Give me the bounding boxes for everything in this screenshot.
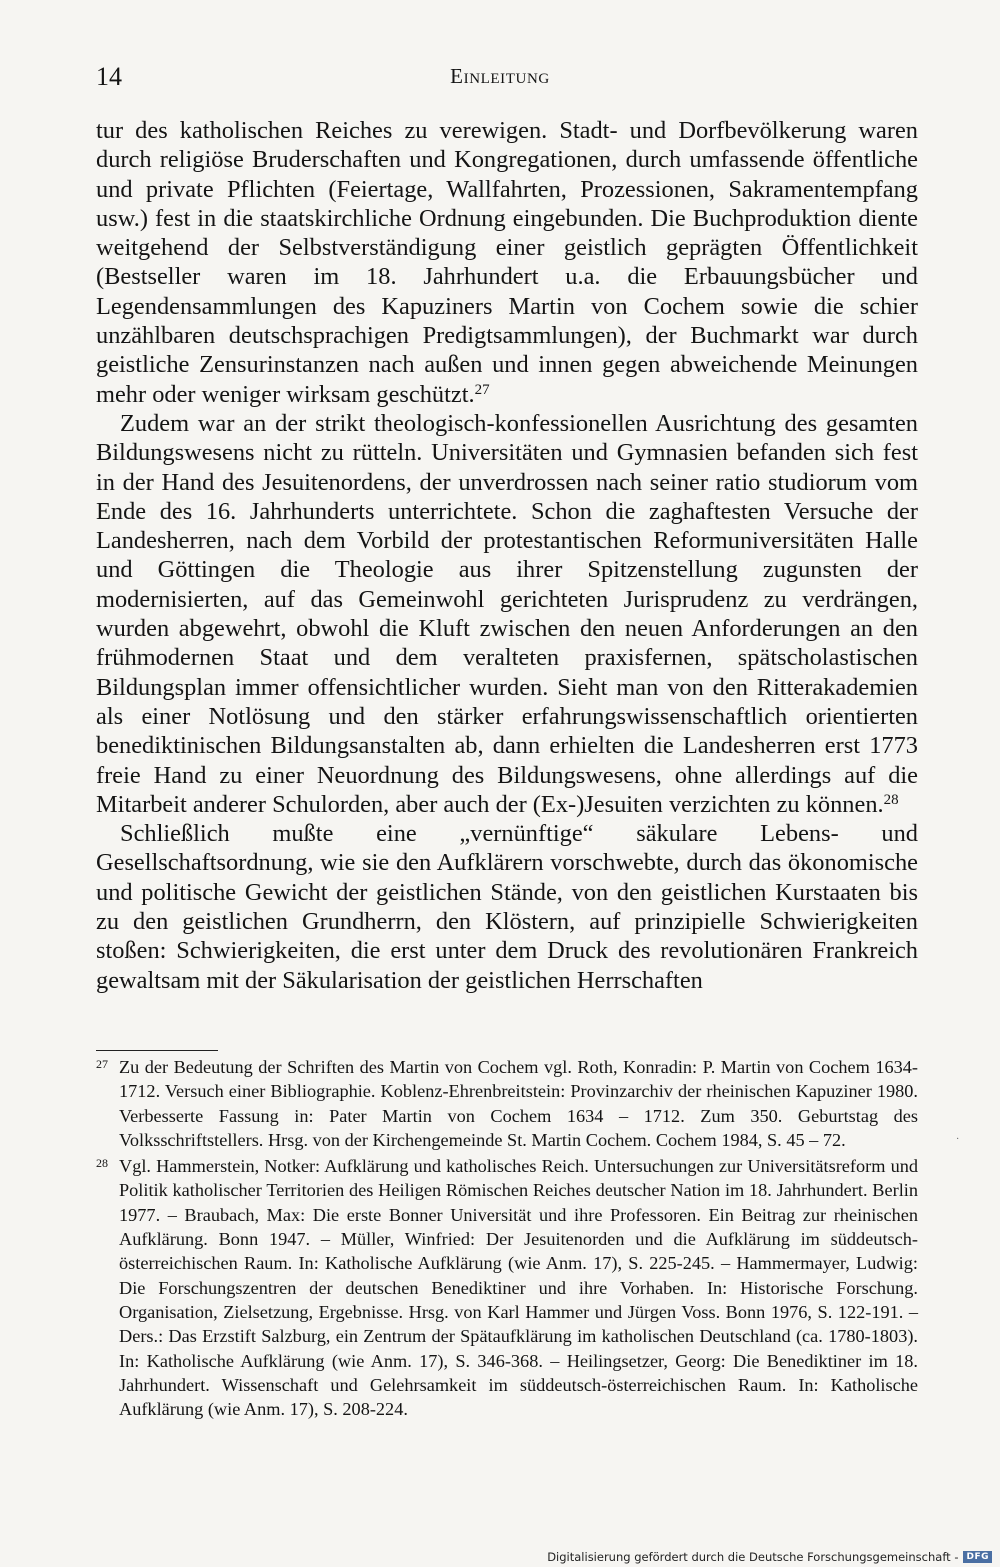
credit-text: Digitalisierung gefördert durch die Deutsche Forschungsgemeinschaft - — [547, 1550, 959, 1564]
footnote — [96, 1154, 918, 1421]
footnote — [96, 1055, 918, 1152]
footnote-text: Zu der Bedeutung der Schriften des Martin von Cochem vgl. Roth, Konradin: P. Martin von Cochem 1634-1712. Versuch einer Bibliographie. Koblenz-Ehrenbreitstein: Provinzarchiv der rheinischen Kapuziner 1980. Verbesserte Fassung in: Pater Martin von Cochem 1634 – 1712. Zum 350. Geburtstag des Volksschriftstellers. Hrsg. von der Kirchengemeinde St. Martin Cochem. Cochem 1984, S. 45 – 72. — [119, 1057, 918, 1150]
dfg-logo: DFG — [963, 1551, 992, 1563]
footnote-number: 27 — [96, 1057, 108, 1071]
paragraph — [96, 116, 918, 409]
footnote-text: Vgl. Hammerstein, Notker: Aufklärung und katholisches Reich. Untersuchungen zur Universitätsreform und Politik katholischer Territorien des Heiligen Römischen Reiches deutscher Nation im 18. Jahrhundert. Berlin 1977. – Braubach, Max: Die erste Bonner Universität und ihre Professoren. Ein Beitrag zur rheinischen Aufklärung. Bonn 1947. – Müller, Winfried: Der Jesuitenorden und die Aufklärung im süddeutsch-österreichischen Raum. In: Katholische Aufklärung (wie Anm. 17), S. 225-245. – Hammermayer, Ludwig: Die Forschungszentren der deutschen Benediktiner und ihre Vorhaben. In: Historische Forschung. Organisation, Zielsetzung, Ergebnisse. Hrsg. von Karl Hammer und Jürgen Voss. Bonn 1976, S. 122-191. – Ders.: Das Erzstift Salzburg, ein Zentrum der Spätaufklärung im katholischen Deutschland (ca. 1780-1803). In: Katholische Aufklärung (wie Anm. 17), S. 346-368. – Heilingsetzer, Georg: Die Benediktiner im 18. Jahrhundert. Wissenschaft und Gelehrsamkeit im süddeutsch-österreichischen Raum. In: Katholische Aufklärung (wie Anm. 17), S. 208-224. — [119, 1156, 918, 1420]
paragraph-text: Zudem war an der strikt theologisch-konfessionellen Ausrichtung des gesamten Bildungswesens nicht zu rütteln. Universitäten und Gymnasien befanden sich fest in der Hand des Jesuitenordens, der unverdrossen nach seiner ratio studiorum vom Ende des 16. Jahrhunderts unterrichtete. Schon die zaghaftesten Versuche der Landesherren, nach dem Vorbild der protestantischen Reformuniversitäten Halle und Göttingen die Theologie aus ihrer Spitzenstellung zugunsten der modernisierten, auf das Gemeinwohl gerichteten Jurisprudenz zu verdrängen, wurden abgewehrt, obwohl die Kluft zwischen den neuen Anforderungen an den frühmodernen Staat und dem veralteten praxisfernen, spätscholastischen Bildungsplan immer offensichtlicher wurden. Sieht man von den Ritterakademien als einer Notlösung und den stärker erfahrungswissenschaftlich orientierten benediktinischen Bildungsanstalten ab, dann erhielten die Landesherren erst 1773 freie Hand zu einer Neuordnung des Bildungswesens, ohne allerdings auf die Mitarbeit anderer Schulorden, aber auch der (Ex-)Jesuiten verzichten zu können. — [96, 409, 918, 818]
paragraph — [96, 819, 918, 995]
footnotes — [96, 1055, 918, 1423]
main-text — [96, 116, 918, 995]
paragraph — [96, 409, 918, 819]
page-number: 14 — [96, 62, 122, 91]
paragraph-text: tur des katholischen Reiches zu verewigen. Stadt- und Dorfbevölkerung waren durch religiöse Bruderschaften und Kongregationen, durch umfassende öffentliche und private Pflichten (Feiertage, Wallfahrten, Prozessionen, Sakramentempfang usw.) fest in die staatskirchliche Ordnung eingebunden. Die Buchproduktion diente weitgehend der Selbstverständigung einer geistlich geprägten Öffentlichkeit (Bestseller waren im 18. Jahrhundert u.a. die Erbauungsbücher und Legendensammlungen des Kapuziners Martin von Cochem sowie die schier unzählbaren deutschsprachigen Predigtsammlungen), der Buchmarkt war durch geistliche Zensurinstanzen nach außen und innen gegen abweichende Meinungen mehr oder weniger wirksam geschützt. — [96, 117, 918, 408]
running-head: Einleitung — [450, 64, 550, 88]
footnote-reference: 28 — [883, 791, 899, 808]
footnote-reference: 27 — [474, 381, 490, 398]
footnote-divider — [96, 1050, 218, 1051]
footnote-number: 28 — [96, 1156, 108, 1171]
digitization-credit — [547, 1550, 992, 1564]
scan-artifact: · — [956, 1134, 960, 1145]
paragraph-text: Schließlich mußte eine „vernünftige“ säkulare Lebens- und Gesellschaftsordnung, wie sie den Aufklärern vorschwebte, durch das ökonomische und politische Gewicht der geistlichen Stände, von den geistlichen Kurstaaten bis zu den geistlichen Grundherrn, den Klöstern, auf prinzipielle Schwierigkeiten stoßen: Schwierigkeiten, die erst unter dem Druck des revolutionären Frankreich gewaltsam mit der Säkularisation der geistlichen Herrschaften — [96, 820, 918, 994]
